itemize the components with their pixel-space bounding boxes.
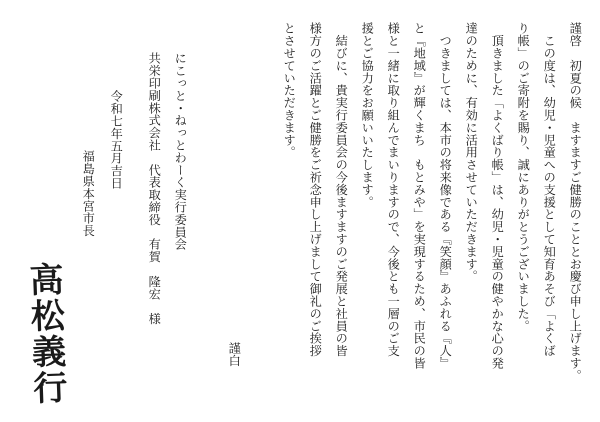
body-line-3: り帳」のご寄附を賜り、誠にありがとうございました。 [516,22,531,332]
recipient-company: 共栄印刷株式会社 代表取締役 有賀 隆宏 様 [147,52,162,325]
closing-keihaku: 謹白 [227,342,242,367]
body-line-10: 結びに、貴実行委員会の今後ますますのご発展と社員の皆 [334,22,349,357]
body-line-5: 達のために、有効に活用させていただきます。 [464,22,479,283]
recipient-committee: にこっと・ねっとわーく実行委員会 [173,52,188,251]
body-line-1: 謹啓 初夏の候 ますますご健勝のこととお慶び申し上げます。 [568,22,583,382]
body-line-8: 様と一緒に取り組んでまいりますので、今後とも一層のご支 [386,22,401,357]
sender-signature: 高松義行 [22,261,68,407]
body-line-9: 援とご協力をお願いいたします。 [360,22,375,208]
letter-date: 令和七年五月吉日 [109,90,124,190]
body-line-7: と『地域』が輝くまち もとみや」を実現するため、市民の皆 [412,22,427,370]
body-line-12: とさせていただきます。 [282,22,297,159]
body-line-2: この度は、幼児・児童への支援として知育あそび「よくば [542,22,557,357]
body-line-6: つきましては、本市の将来像である『笑顔』あふれる『人』 [438,22,453,370]
body-line-4: 頂きました「よくばり帳」は、幼児・児童の健やかな心の発 [490,22,505,370]
sender-title: 福島県本宮市長 [81,150,96,237]
body-line-11: 様方のご活躍とご健勝をご祈念申し上げまして御礼のご挨拶 [308,22,323,357]
